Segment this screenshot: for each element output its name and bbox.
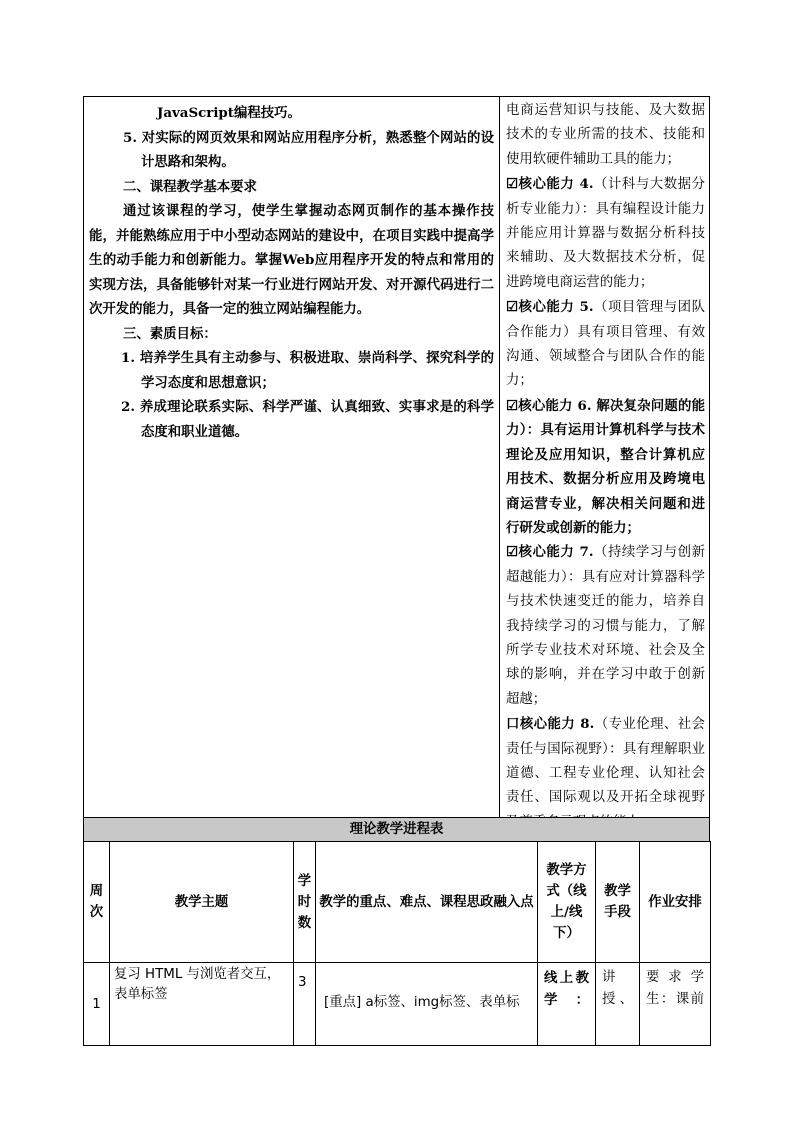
schedule-table bbox=[83, 841, 711, 1046]
checkbox-checked-icon: ☑ bbox=[506, 299, 519, 316]
row-topic: 复习 HTML 与浏览者交互，表单标签 bbox=[110, 963, 294, 1046]
ability-4-body: （计科与大数据分析专业能力）：具有编程设计能力并能应用计算器与数据分析科技来辅助、及大数据技术分析，促进跨境电商运营的能力； bbox=[506, 177, 705, 290]
header-hours: 学时数 bbox=[294, 842, 316, 963]
row-week: 1 bbox=[84, 963, 110, 1046]
quality-item-2: 2. 养成理论联系实际、科学严谨、认真细致、实事求是的科学态度和职业道德。 bbox=[121, 399, 494, 440]
header-homework: 作业安排 bbox=[640, 842, 711, 963]
requirements-paragraph: 通过该课程的学习，使学生掌握动态网页制作的基本操作技能，并能熟练应用于中小型动态网站的建设中，在项目实践中提高学生的动手能力和创新能力。掌握Web应用程序开发的特点和常用的实现方法，具备能够针对某一行业进行网站开发、对开源代码进行二次开发的能力，具备一定的独立网站编程能力。 bbox=[89, 203, 494, 317]
ability-5-title: 核心能力 5. bbox=[518, 299, 594, 316]
ability-7-body: （持续学习与创新超越能力）：具有应对计算器科学与技术快速变迁的能力，培养自我持续学习的习惯与能力，了解所学专业技术对环境、社会及全球的影响，并在学习中敢于创新超越； bbox=[506, 545, 705, 707]
checkbox-checked-icon: ☑ bbox=[506, 544, 519, 561]
quality-item-1: 1. 培养学生具有主动参与、积极进取、崇尚科学、探究科学的学习态度和思想意识； bbox=[121, 350, 494, 391]
ability-8-title: 核心能力 8. bbox=[519, 716, 595, 733]
ability-5-body: （项目管理与团队合作能力）具有项目管理、有效沟通、领域整合与团队合作的能力； bbox=[506, 300, 705, 389]
ability-8-body: （专业伦理、社会责任与国际视野）：具有理解职业道德、工程专业伦理、认知社会责任、国际观以及开拓全球视野 bbox=[506, 717, 706, 806]
table-row bbox=[84, 963, 711, 1046]
schedule-title: 理论教学进程表 bbox=[83, 817, 710, 842]
syllabus-upper-block bbox=[83, 96, 710, 818]
ability-5 bbox=[506, 295, 705, 394]
header-topic: 教学主题 bbox=[110, 842, 294, 963]
section-heading-quality: 三、素质目标： bbox=[123, 325, 217, 342]
row-hours: 3 bbox=[294, 963, 316, 1046]
schedule-header-row bbox=[84, 842, 711, 963]
header-focus: 教学的重点、难点、课程思政融入点 bbox=[316, 842, 538, 963]
left-column bbox=[84, 97, 500, 817]
header-mode: 教学方式（线上/线下） bbox=[538, 842, 596, 963]
ability-6-title: 核心能力 6. bbox=[518, 397, 597, 414]
ability-7-title: 核心能力 7. bbox=[518, 544, 594, 561]
checkbox-checked-icon: ☑ bbox=[506, 397, 519, 414]
row-focus: [重点] a标签、img标签、表单标 bbox=[316, 963, 538, 1046]
left-line-js: JavaScript编程技巧。 bbox=[157, 105, 301, 121]
right-column bbox=[500, 97, 709, 817]
checkbox-checked-icon: ☑ bbox=[506, 176, 519, 193]
section-heading-requirements: 二、课程教学基本要求 bbox=[123, 178, 257, 195]
ability-4 bbox=[506, 172, 705, 295]
ability-intro: 电商运营知识与技能、及大数据技术的专业所需的技术、技能和使用软硬件辅助工具的能力； bbox=[506, 103, 705, 167]
ability-6 bbox=[506, 394, 705, 540]
ability-4-title: 核心能力 4. bbox=[518, 176, 594, 193]
header-means: 教学手段 bbox=[596, 842, 640, 963]
row-homework: 要求学生：课前 bbox=[640, 963, 711, 1046]
checkbox-unchecked-icon: 口 bbox=[506, 716, 520, 733]
left-item-5: 5. 对实际的网页效果和网站应用程序分析，熟悉整个网站的设计思路和架构。 bbox=[123, 129, 494, 170]
ability-7 bbox=[506, 540, 705, 712]
row-means: 讲授、 bbox=[596, 963, 640, 1046]
ability-6-body: 解决复杂问题的能力）：具有运用计算机科学与技术理论及应用知识，整合计算机应用技术、数据分析应用及跨境电商运营专业，解决相关问题和进行研发或创新的能力； bbox=[506, 397, 705, 536]
row-mode: 线上教学： bbox=[538, 963, 596, 1046]
header-week: 周次 bbox=[84, 842, 110, 963]
